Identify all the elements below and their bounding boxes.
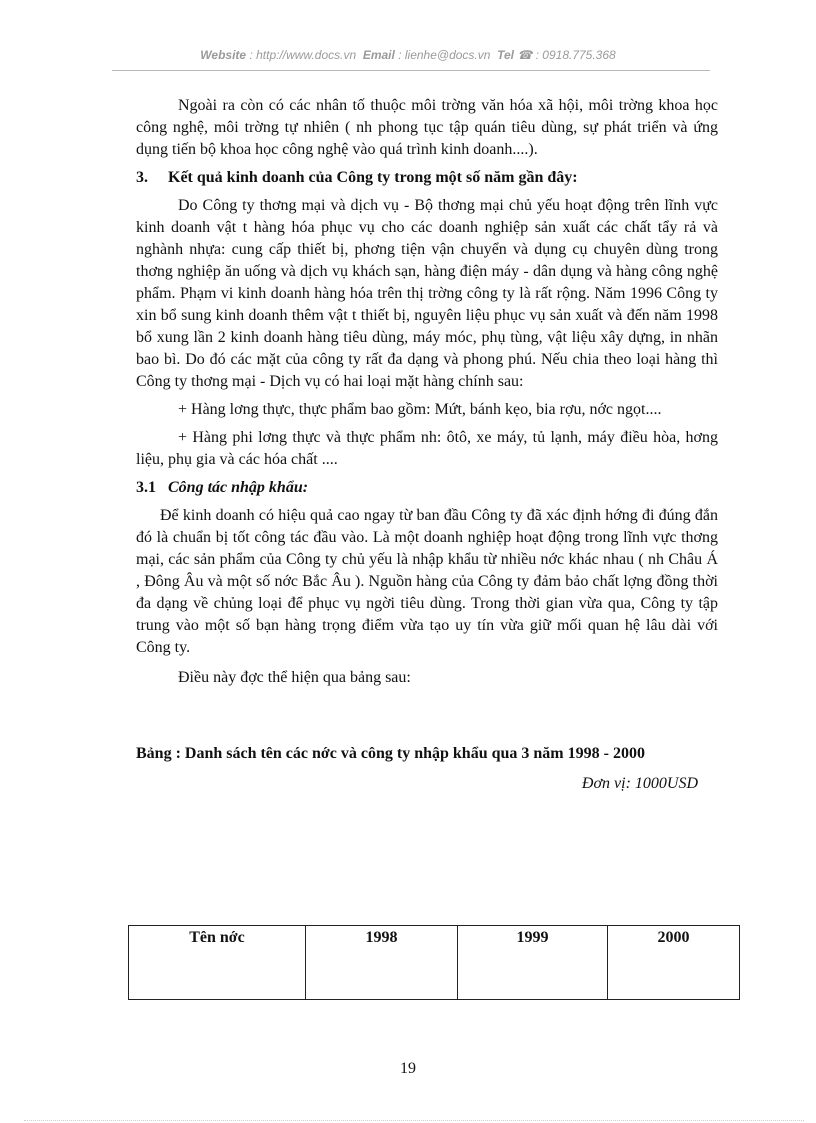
section-31-heading [136,477,718,499]
footer-dotted-rule [24,1120,804,1121]
header-2000: 2000 [608,926,740,1000]
tel-number: ☎ : 0918.775.368 [517,48,616,62]
header-1998: 1998 [306,926,458,1000]
table-lead-text: Điều này đợc thể hiện qua bảng sau: [178,669,411,686]
section-31-paragraph: Để kinh doanh có hiệu quả cao ngay từ ban đầu Công ty đã xác định hớng đi đúng đắn đó là chuẩn bị tốt công tác đầu vào. Là một doanh nghiệp hoạt động trong lĩnh vực thơng mại, các sản phẩm của Công ty chủ yếu là nhập khẩu từ nhiều nớc khác nhau ( nh Châu Á , Đông Âu và một số nớc Bắc Âu ). Nguồn hàng của Công ty đảm bảo chất lợng đồng thời đa dạng về chủng loại để phục vụ ngời tiêu dùng. Trong thời gian vừa qua, Công ty tập trung vào một số bạn hàng trọng điểm vừa tạo uy tín vừa giữ mối quan hệ lâu dài với Công ty. [136,507,718,656]
header-country: Tên nớc [129,926,306,1000]
section-3-heading [136,167,718,189]
table-header-row [129,926,740,1000]
section-3-paragraph: Do Công ty thơng mại và dịch vụ - Bộ thơng mại chủ yếu hoạt động trên lĩnh vực kinh doanh vật t hàng hóa phục vụ cho các doanh nghiệp sản xuất các chất tẩy rả và nghành nhựa: cung cấp thiết bị, phơng tiện vận chuyển và dụng cụ chuyên dùng trong thơng nghiệp ăn uống và dịch vụ khách sạn, hàng điện máy - dân dụng và hàng công nghệ phẩm. Phạm vi kinh doanh hàng hóa trên thị trờng công ty là rất rộng. Năm 1996 Công ty xin bổ sung kinh doanh thêm vật t thiết bị, nguyên liệu phục vụ sản xuất và đến năm 1998 bổ xung lần 2 kinh doanh hàng tiêu dùng, máy móc, phụ tùng, vật liệu xây dựng, in nhãn bao bì. Do đó các mặt của công ty rất đa dạng và phong phú. Nếu chia theo loại hàng thì Công ty thơng mại - Dịch vụ có hai loại mặt hàng chính sau: [136,197,718,390]
page-header [0,48,816,62]
section-3-number: 3. [136,169,148,186]
email-label: Email [362,48,395,62]
page-number: 19 [400,1060,416,1077]
table-caption: Bảng : Danh sách tên các nớc và công ty nhập khẩu qua 3 năm 1998 - 2000 [136,745,645,762]
table-unit: Đơn vị: 1000USD [581,775,698,792]
tel-label: Tel [497,48,514,62]
header-1999: 1999 [458,926,608,1000]
section-31-number: 3.1 [136,479,156,496]
page-body [136,95,718,795]
section-31-title: Công tác nhập khẩu: [168,479,309,496]
bullet-non-food: + Hàng phi lơng thực và thực phẩm nh: ôtô, xe máy, tủ lạnh, máy điều hòa, hơng liệu, phụ gia và các hóa chất .... [136,429,718,468]
email-address: : lienhe@docs.vn [398,48,491,62]
website-label: Website [200,48,247,62]
import-table [128,925,740,1000]
section-3-title: Kết quả kinh doanh của Công ty trong một số năm gần đây: [168,169,578,186]
bullet-food: + Hàng lơng thực, thực phẩm bao gồm: Mứt, bánh kẹo, bia rợu, nớc ngọt.... [178,401,662,418]
intro-paragraph: Ngoài ra còn có các nhân tố thuộc môi trờng văn hóa xã hội, môi trờng khoa học công nghệ, môi trờng tự nhiên ( nh phong tục tập quán tiêu dùng, sự phát triển và ứng dụng tiến bộ khoa học công nghệ vào quá trình kinh doanh....). [136,97,718,158]
website-url: : http://www.docs.vn [249,48,357,62]
header-divider [112,70,710,71]
